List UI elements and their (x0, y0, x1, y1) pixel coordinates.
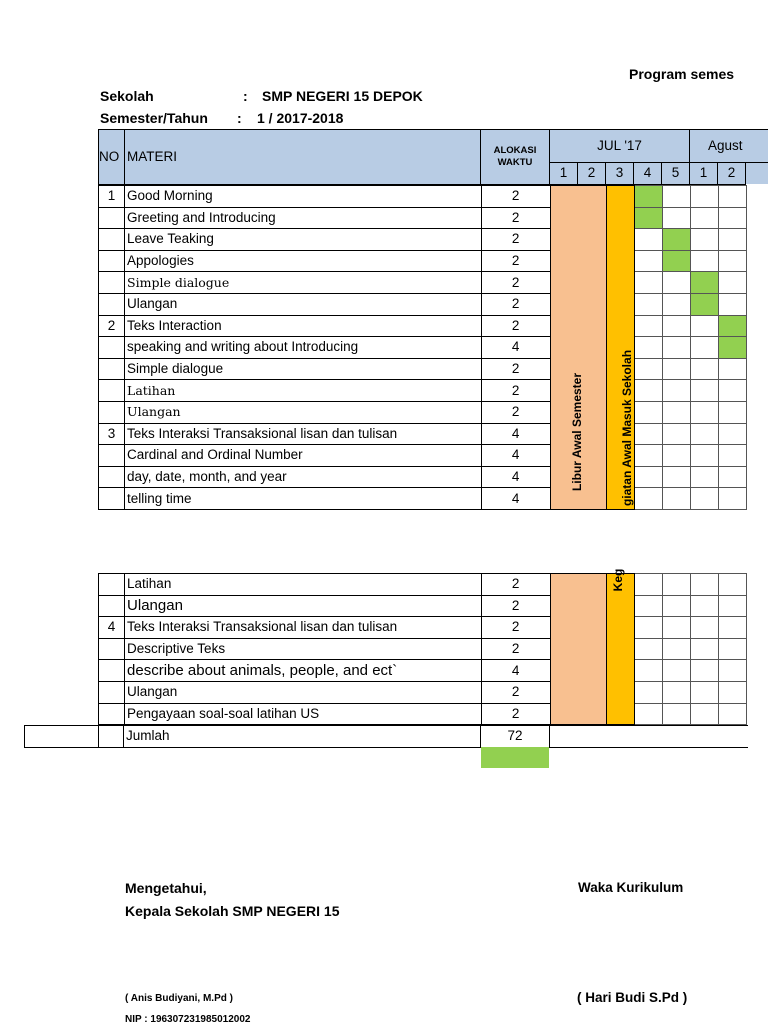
week-cell (690, 337, 718, 359)
week-cell (690, 229, 718, 251)
row-number (99, 488, 125, 510)
row-materi: Pengayaan soal-soal latihan US (125, 703, 482, 725)
row-alokasi: 4 (481, 423, 550, 445)
row-materi: Latihan (125, 380, 482, 402)
sign-left-nip: NIP : 196307231985012002 (125, 1014, 251, 1025)
table-row (99, 315, 747, 337)
week-cell (662, 681, 690, 703)
week-cell (718, 595, 746, 617)
week-cell (662, 337, 690, 359)
week-cell (718, 401, 746, 423)
week-header: 2 (578, 163, 606, 185)
week-cell (634, 595, 662, 617)
row-number (99, 638, 125, 660)
week-cell (662, 638, 690, 660)
row-materi: Leave Teaking (125, 229, 482, 251)
row-materi: Ulangan (125, 401, 482, 423)
kegiatan-awal-block (606, 574, 634, 725)
week-cell (662, 703, 690, 725)
row-materi: Ulangan (125, 681, 482, 703)
week-cell (690, 466, 718, 488)
week-cell (718, 466, 746, 488)
week-cell (634, 186, 662, 208)
table-row (99, 681, 747, 703)
table-row (99, 660, 747, 682)
row-alokasi: 2 (481, 617, 550, 639)
week-cell (690, 638, 718, 660)
week-cell (662, 380, 690, 402)
row-materi: Teks Interaction (125, 315, 482, 337)
week-cell (718, 229, 746, 251)
table-row (99, 337, 747, 359)
total-highlight (481, 747, 549, 768)
week-cell (662, 358, 690, 380)
row-materi: Greeting and Introducing (125, 207, 482, 229)
row-number (99, 229, 125, 251)
week-header: 3 (606, 163, 634, 185)
sign-left-line1: Mengetahui, (125, 880, 207, 896)
sign-left-name: ( Anis Budiyani, M.Pd ) (125, 993, 233, 1004)
week-cell (634, 660, 662, 682)
table-row (99, 466, 747, 488)
week-cell (634, 315, 662, 337)
week-cell (690, 703, 718, 725)
row-alokasi: 2 (481, 250, 550, 272)
row-number: 4 (99, 617, 125, 639)
row-materi: speaking and writing about Introducing (125, 337, 482, 359)
table-row (99, 358, 747, 380)
row-materi: Appologies (125, 250, 482, 272)
table-row (99, 186, 747, 208)
row-number (99, 660, 125, 682)
row-alokasi: 2 (481, 638, 550, 660)
week-cell (690, 401, 718, 423)
week-cell (634, 466, 662, 488)
total-label: Jumlah (126, 728, 170, 743)
semester-value: 1 / 2017-2018 (257, 110, 344, 126)
table-row (99, 207, 747, 229)
row-materi: Descriptive Teks (125, 638, 482, 660)
row-materi: describe about animals, people, and ect` (125, 660, 482, 682)
month-agust-header: Agust (690, 130, 768, 163)
row-alokasi: 2 (481, 703, 550, 725)
sign-right-title: Waka Kurikulum (578, 880, 684, 895)
row-number (99, 595, 125, 617)
row-alokasi: 4 (481, 445, 550, 467)
row-alokasi: 2 (481, 574, 550, 596)
row-number: 1 (99, 186, 125, 208)
week-cell (634, 423, 662, 445)
row-alokasi: 2 (481, 186, 550, 208)
week-cell (690, 380, 718, 402)
schedule-table-part2 (98, 573, 747, 725)
schedule-table-part1 (98, 185, 747, 510)
kegiatan-label-stub: Keg (611, 568, 625, 592)
week-cell (690, 315, 718, 337)
row-number (99, 703, 125, 725)
week-cell (634, 574, 662, 596)
sign-right-name: ( Hari Budi S.Pd ) (577, 990, 688, 1005)
table-row (99, 293, 747, 315)
week-cell (634, 445, 662, 467)
total-divider (123, 725, 124, 747)
week-cell (662, 617, 690, 639)
total-value: 72 (507, 728, 523, 743)
week-cell (718, 337, 746, 359)
row-alokasi: 4 (481, 488, 550, 510)
month-jul-header: JUL '17 (550, 130, 690, 163)
week-cell (690, 207, 718, 229)
sign-left-line2: Kepala Sekolah SMP NEGERI 15 (125, 903, 340, 919)
week-cell (662, 401, 690, 423)
week-cell (634, 207, 662, 229)
week-cell (634, 681, 662, 703)
week-cell (718, 574, 746, 596)
row-number (99, 358, 125, 380)
week-cell (634, 250, 662, 272)
row-materi: telling time (125, 488, 482, 510)
row-alokasi: 4 (481, 466, 550, 488)
week-cell (718, 250, 746, 272)
row-number (99, 466, 125, 488)
week-cell (718, 445, 746, 467)
row-number (99, 207, 125, 229)
week-cell (718, 358, 746, 380)
row-alokasi: 2 (481, 272, 550, 294)
week-cell (634, 617, 662, 639)
table-row (99, 617, 747, 639)
kegiatan-awal-label: giatan Awal Masuk Sekolah (620, 349, 634, 507)
row-number (99, 272, 125, 294)
week-cell (662, 272, 690, 294)
week-cell (634, 272, 662, 294)
week-cell (690, 488, 718, 510)
row-materi: Simple dialogue (125, 272, 482, 294)
week-cell (690, 681, 718, 703)
row-number (99, 337, 125, 359)
week-header: 5 (662, 163, 690, 185)
row-number: 3 (99, 423, 125, 445)
week-cell (662, 186, 690, 208)
week-cell (690, 445, 718, 467)
row-materi: Ulangan (125, 595, 482, 617)
table-header (98, 129, 768, 185)
week-cell (690, 250, 718, 272)
week-header: 4 (634, 163, 662, 185)
week-cell (718, 186, 746, 208)
row-materi: Good Morning (125, 186, 482, 208)
row-number (99, 250, 125, 272)
week-cell (718, 660, 746, 682)
row-alokasi: 2 (481, 401, 550, 423)
col-materi-header: MATERI (125, 130, 481, 185)
week-cell (718, 617, 746, 639)
week-cell (662, 250, 690, 272)
school-value: SMP NEGERI 15 DEPOK (262, 88, 423, 104)
week-cell (634, 337, 662, 359)
week-cell (662, 488, 690, 510)
libur-semester-block (550, 574, 606, 725)
row-alokasi: 4 (481, 660, 550, 682)
table-row (99, 380, 747, 402)
week-cell (690, 293, 718, 315)
week-cell (718, 488, 746, 510)
week-cell (662, 595, 690, 617)
col-no-header: NO (99, 130, 125, 185)
week-cell (634, 293, 662, 315)
week-cell (634, 488, 662, 510)
table-row (99, 488, 747, 510)
row-number: 2 (99, 315, 125, 337)
week-cell (690, 423, 718, 445)
week-cell (662, 423, 690, 445)
school-separator: : (243, 88, 248, 104)
row-number (99, 681, 125, 703)
week-cell (690, 595, 718, 617)
table-row (99, 401, 747, 423)
week-cell (634, 380, 662, 402)
table-row (99, 272, 747, 294)
week-header: 1 (550, 163, 578, 185)
week-cell (690, 660, 718, 682)
total-left-border (24, 725, 25, 747)
week-cell (634, 703, 662, 725)
week-header: 2 (718, 163, 746, 185)
week-cell (662, 574, 690, 596)
row-number (99, 574, 125, 596)
row-alokasi: 2 (481, 229, 550, 251)
week-cell (662, 466, 690, 488)
table-row (99, 250, 747, 272)
row-alokasi: 2 (481, 358, 550, 380)
row-alokasi: 2 (481, 681, 550, 703)
row-materi: Ulangan (125, 293, 482, 315)
table-row (99, 574, 747, 596)
week-cell (662, 207, 690, 229)
row-number (99, 380, 125, 402)
libur-awal-semester-label: Libur Awal Semester (570, 372, 584, 492)
row-alokasi: 2 (481, 315, 550, 337)
week-cell (634, 638, 662, 660)
row-materi: Teks Interaksi Transaksional lisan dan tulisan (125, 423, 482, 445)
table-row (99, 445, 747, 467)
week-cell (662, 445, 690, 467)
row-materi: day, date, month, and year (125, 466, 482, 488)
week-cell (690, 358, 718, 380)
week-cell (718, 207, 746, 229)
week-cell (634, 401, 662, 423)
col-alokasi-header: ALOKASI WAKTU (481, 130, 550, 185)
row-alokasi: 2 (481, 595, 550, 617)
table-row (99, 595, 747, 617)
row-materi: Cardinal and Ordinal Number (125, 445, 482, 467)
week-cell (718, 423, 746, 445)
week-cell (718, 703, 746, 725)
week-cell (718, 293, 746, 315)
document-title: Program semes (629, 66, 735, 82)
total-divider (549, 725, 550, 747)
table-row (99, 703, 747, 725)
week-header: 1 (690, 163, 718, 185)
week-cell (690, 574, 718, 596)
table-row (99, 229, 747, 251)
week-cell (662, 660, 690, 682)
row-alokasi: 4 (481, 337, 550, 359)
row-materi: Teks Interaksi Transaksional lisan dan tulisan (125, 617, 482, 639)
row-alokasi: 2 (481, 380, 550, 402)
week-cell (634, 358, 662, 380)
week-cell (662, 229, 690, 251)
table-row (99, 638, 747, 660)
week-cell (690, 272, 718, 294)
table-row (99, 423, 747, 445)
week-cell (718, 638, 746, 660)
row-number (99, 293, 125, 315)
row-materi: Simple dialogue (125, 358, 482, 380)
header-spill (746, 163, 768, 185)
school-label: Sekolah (100, 88, 154, 104)
week-cell (690, 186, 718, 208)
row-alokasi: 2 (481, 293, 550, 315)
semester-label: Semester/Tahun (100, 110, 208, 126)
week-cell (718, 380, 746, 402)
row-materi: Latihan (125, 574, 482, 596)
row-alokasi: 2 (481, 207, 550, 229)
week-cell (718, 272, 746, 294)
semester-separator: : (237, 110, 242, 126)
week-cell (662, 315, 690, 337)
total-divider (98, 725, 99, 747)
week-cell (718, 681, 746, 703)
row-number (99, 401, 125, 423)
week-cell (690, 617, 718, 639)
row-number (99, 445, 125, 467)
week-cell (634, 229, 662, 251)
week-cell (718, 315, 746, 337)
week-cell (662, 293, 690, 315)
